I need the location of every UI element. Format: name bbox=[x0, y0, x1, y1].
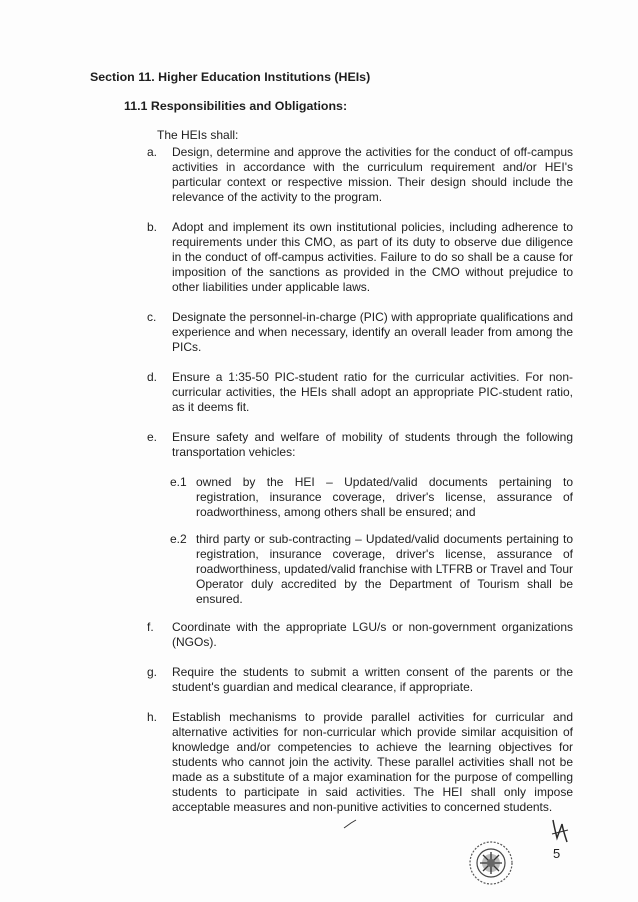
list-item-text: Ensure safety and welfare of mobility of students through the following transportation vehicles: bbox=[172, 430, 573, 459]
list-marker: b. bbox=[147, 220, 158, 234]
list-item-e bbox=[147, 430, 573, 460]
list-subitem-e1 bbox=[170, 475, 573, 520]
list-marker: g. bbox=[147, 665, 158, 679]
list-item-text: Ensure a 1:35-50 PIC-student ratio for the curricular activities. For non-curricular activities, the HEIs shall adopt an appropriate PIC-student ratio, as it deems fit. bbox=[172, 370, 573, 414]
list-item-h bbox=[147, 710, 573, 815]
section-title: Section 11. Higher Education Institutions (HEIs) bbox=[90, 70, 371, 84]
initials-signature-icon bbox=[549, 818, 571, 844]
list-marker: d. bbox=[147, 370, 158, 384]
list-item-text: Designate the personnel-in-charge (PIC) with appropriate qualifications and experience and when necessary, identify an overall leader from among the PICs. bbox=[172, 310, 573, 354]
list-item-f bbox=[147, 620, 573, 650]
pen-mark-icon bbox=[342, 818, 358, 830]
list-item-text: Adopt and implement its own institutional policies, including adherence to requirements under this CMO, as part of its duty to observe due diligence in the conduct of off-campus activities. Failure to do so shall be a cause for imposition of the sanctions as provided in the CMO without prejudice to other liabilities under applicable laws. bbox=[172, 220, 573, 294]
subsection-title: 11.1 Responsibilities and Obligations: bbox=[124, 99, 348, 113]
list-item-c bbox=[147, 310, 573, 355]
list-item-b bbox=[147, 220, 573, 295]
list-marker: h. bbox=[147, 710, 158, 724]
list-item-text: Design, determine and approve the activities for the conduct of off-campus activities in accordance with the curriculum requirement and/or HEI's particular context or respective mission. Their design should include the relevance of the activity to the program. bbox=[172, 145, 573, 204]
list-item-a bbox=[147, 145, 573, 205]
list-item-text: Require the students to submit a written consent of the parents or the student's guardian and medical clearance, if appropriate. bbox=[172, 665, 573, 694]
list-item-d bbox=[147, 370, 573, 415]
list-item-text: third party or sub-contracting – Updated/valid documents pertaining to registration, insurance coverage, driver's license, assurance of roadworthiness, updated/valid franchise with LTFRB or Travel and Tour Operator duly accredited by the Department of Tourism shall be ensured. bbox=[196, 532, 573, 606]
list-marker: e.1 bbox=[170, 475, 187, 489]
list-item-text: owned by the HEI – Updated/valid documents pertaining to registration, insurance coverage, driver's license, assurance of roadworthiness, among others shall be ensured; and bbox=[196, 475, 573, 519]
list-marker: e. bbox=[147, 430, 158, 444]
list-marker: c. bbox=[147, 310, 157, 324]
list-marker: f. bbox=[147, 620, 154, 634]
list-subitem-e2 bbox=[170, 532, 573, 607]
official-seal-icon bbox=[468, 840, 514, 886]
page-number: 5 bbox=[553, 846, 561, 861]
list-item-g bbox=[147, 665, 573, 695]
list-item-text: Establish mechanisms to provide parallel activities for curricular and alternative activities for non-curricular which provide similar acquisition of knowledge and/or competencies to achieve the learning objectives for students who cannot join the activity. These parallel activities shall not be made as a substitute of a major examination for the purpose of compelling students to participate in said activities. The HEI shall only impose acceptable measures and non-punitive activities to concerned students. bbox=[172, 710, 573, 814]
list-marker: e.2 bbox=[170, 532, 187, 546]
list-item-text: Coordinate with the appropriate LGU/s or non-government organizations (NGOs). bbox=[172, 620, 573, 649]
list-marker: a. bbox=[147, 145, 158, 159]
intro-text: The HEIs shall: bbox=[157, 128, 239, 142]
